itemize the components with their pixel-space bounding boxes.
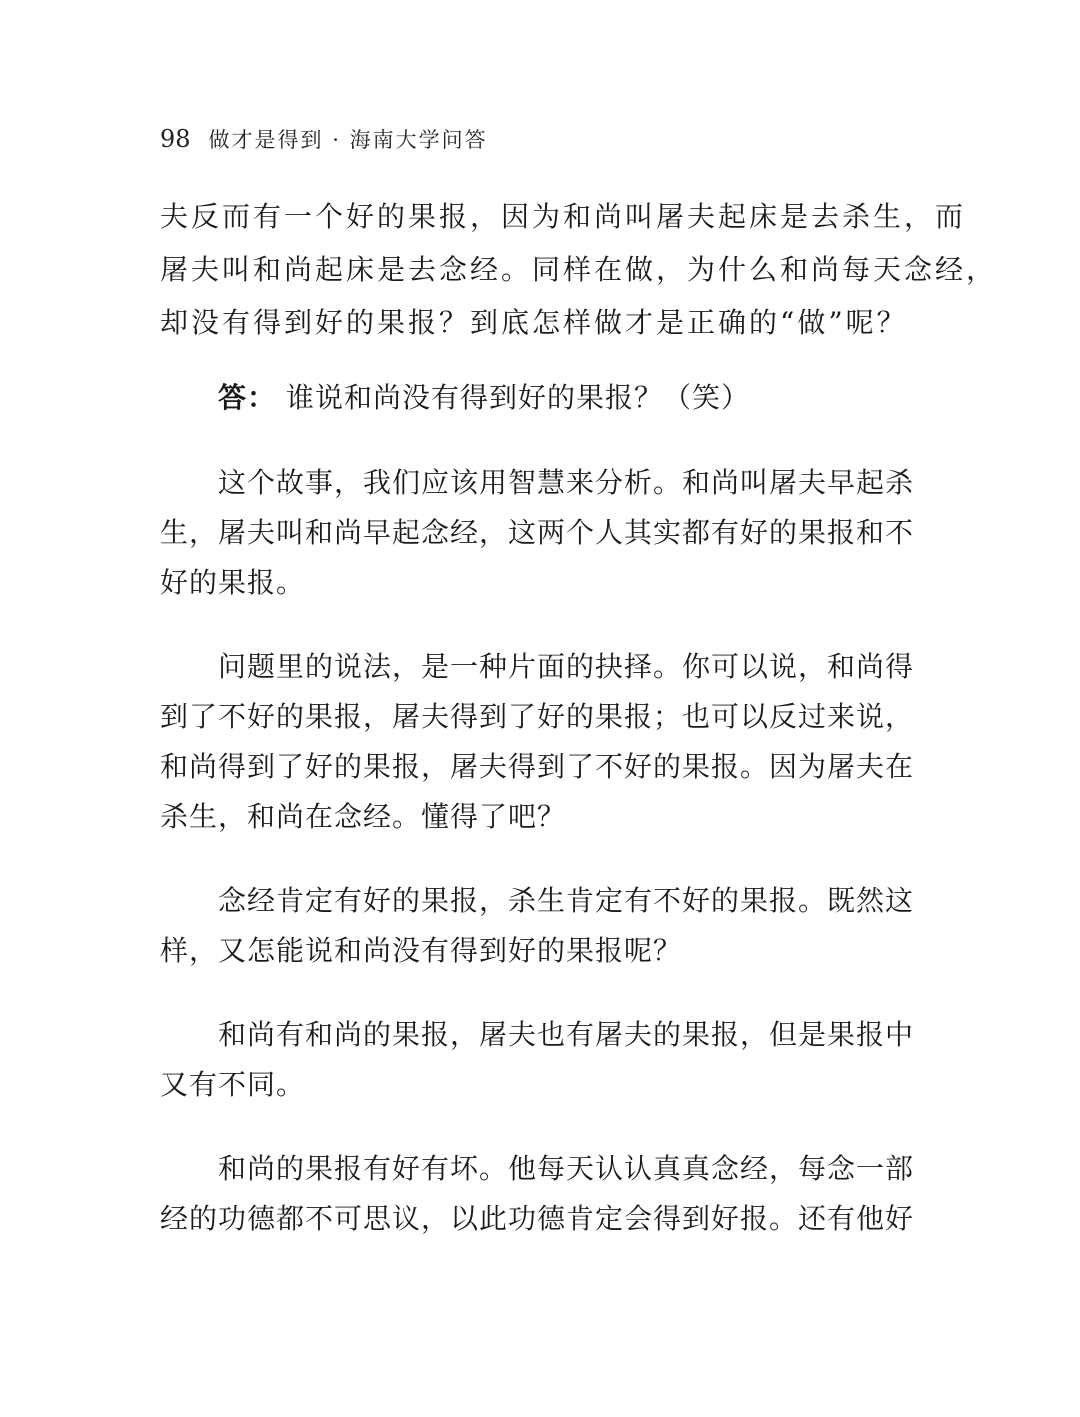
paragraph-line: 念经肯定有好的果报，杀生肯定有不好的果报。既然这 xyxy=(218,884,915,917)
paragraph xyxy=(160,642,915,842)
question-text xyxy=(160,190,998,349)
paragraph-line: 问题里的说法，是一种片面的抉择。你可以说，和尚得 xyxy=(218,650,915,683)
answer-mark: 答： xyxy=(218,381,277,414)
paragraph xyxy=(160,1010,915,1110)
paragraph-line: 好的果报。 xyxy=(160,566,306,599)
answer-lead xyxy=(218,372,750,424)
question-line: 却没有得到好的果报？到底怎样做才是正确的“做”呢？ xyxy=(160,306,908,339)
running-title: 做才是得到 · 海南大学问答 xyxy=(208,128,488,152)
paragraph-line: 和尚的果报有好有坏。他每天认认真真念经，每念一部 xyxy=(218,1152,915,1185)
paragraph xyxy=(160,1144,915,1244)
paragraph-line: 生，屠夫叫和尚早起念经，这两个人其实都有好的果报和不 xyxy=(160,516,915,549)
running-header xyxy=(160,124,488,154)
paragraph-line: 到了不好的果报，屠夫得到了好的果报；也可以反过来说， xyxy=(160,700,915,733)
paragraph xyxy=(160,458,915,608)
answer-lead-text: 谁说和尚没有得到好的果报？（笑） xyxy=(286,381,751,414)
paragraph-line: 这个故事，我们应该用智慧来分析。和尚叫屠夫早起杀 xyxy=(218,466,915,499)
paragraph-line: 样，又怎能说和尚没有得到好的果报呢？ xyxy=(160,934,683,967)
paragraph-line: 和尚有和尚的果报，屠夫也有屠夫的果报，但是果报中 xyxy=(218,1018,915,1051)
paragraph-line: 和尚得到了好的果报，屠夫得到了不好的果报。因为屠夫在 xyxy=(160,750,915,783)
paragraph-line: 经的功德都不可思议，以此功德肯定会得到好报。还有他好 xyxy=(160,1202,915,1235)
question-line: 屠夫叫和尚起床是去念经。同样在做，为什么和尚每天念经， xyxy=(160,253,998,286)
paragraph-line: 杀生，和尚在念经。懂得了吧？ xyxy=(160,800,567,833)
paragraph xyxy=(160,876,915,976)
paragraph-line: 又有不同。 xyxy=(160,1068,306,1101)
question-line: 夫反而有一个好的果报，因为和尚叫屠夫起床是去杀生，而 xyxy=(160,200,967,233)
page-number: 98 xyxy=(160,125,191,153)
